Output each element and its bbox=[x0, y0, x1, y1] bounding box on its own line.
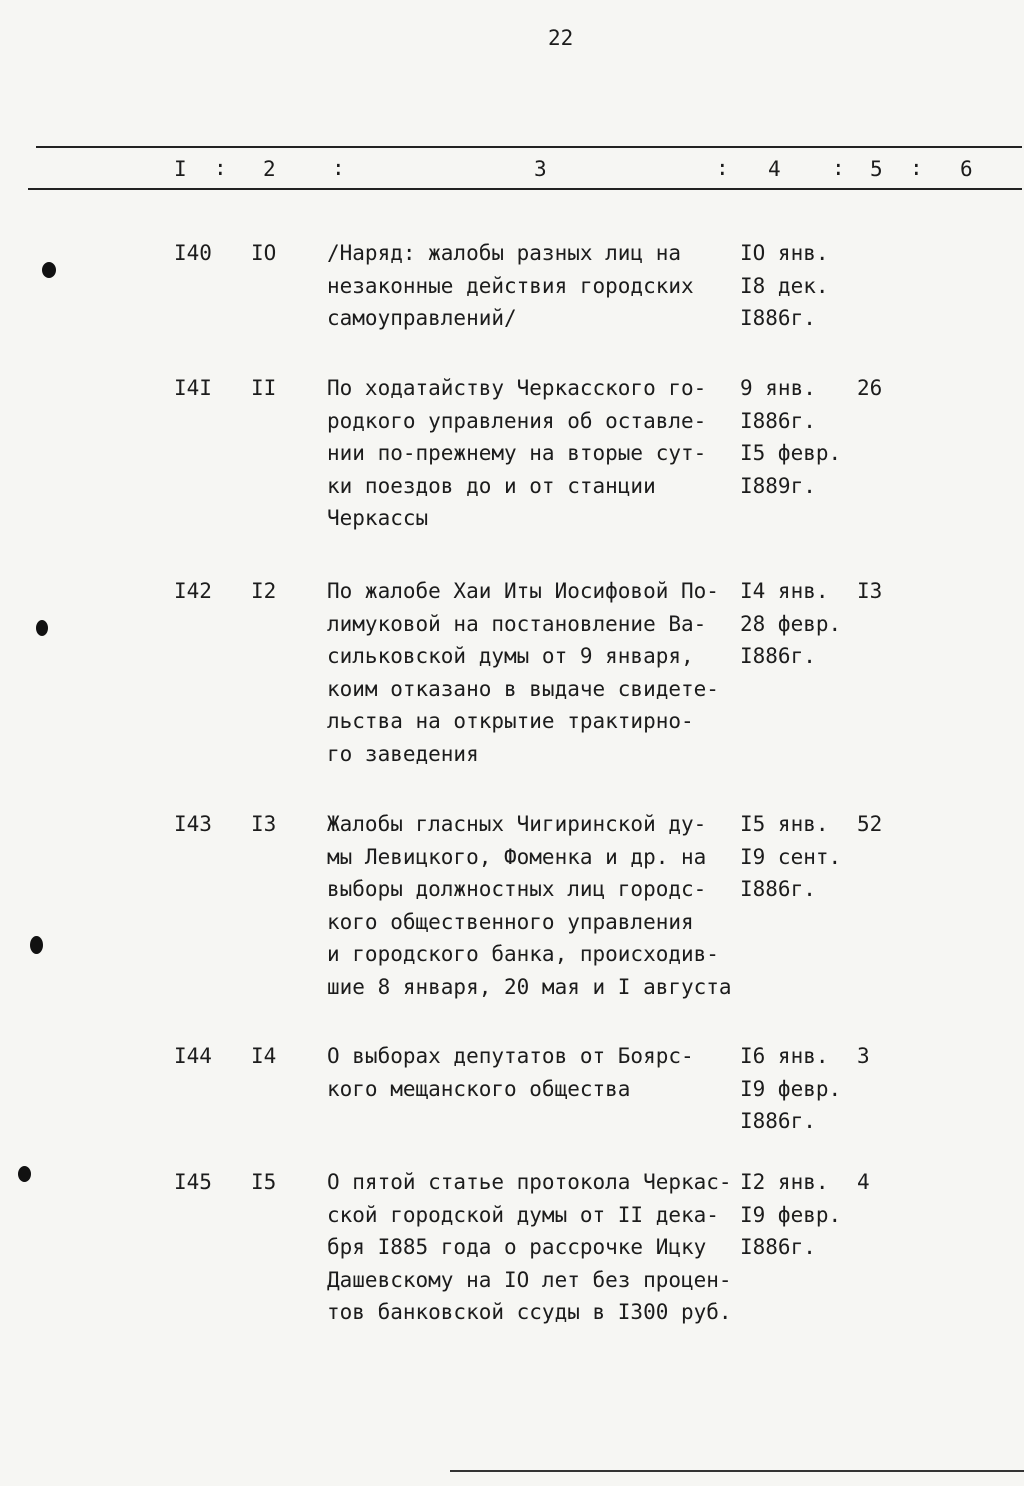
description: О пятой статье протокола Черкас- ской городской думы от II дека- бря I885 года о рассрочке Ицку Дашевскому на IO лет без процен- тов банковской ссуды в I300 руб. bbox=[327, 1170, 732, 1324]
page-number: 22 bbox=[548, 26, 574, 50]
description: /Наряд: жалобы разных лиц на незаконные действия городских самоуправлений/ bbox=[327, 241, 694, 330]
table-header-rule bbox=[28, 188, 1022, 190]
item-number: IO bbox=[251, 241, 277, 265]
item-number: I3 bbox=[251, 812, 277, 836]
header-col-4: 4 bbox=[768, 157, 781, 181]
date-range: 9 янв. I886г. I5 февр. I889г. bbox=[740, 376, 842, 498]
date-range: I5 янв. I9 сент. I886г. bbox=[740, 812, 842, 901]
header-separator: : bbox=[716, 156, 729, 180]
item-number: I4 bbox=[251, 1044, 277, 1068]
header-col-6: 6 bbox=[960, 157, 973, 181]
bottom-rule bbox=[450, 1470, 1024, 1472]
header-separator: : bbox=[332, 156, 345, 180]
binding-hole-mark bbox=[30, 936, 43, 954]
header-separator: : bbox=[910, 156, 923, 180]
header-separator: : bbox=[214, 156, 227, 180]
record-number: I40 bbox=[174, 241, 212, 265]
record-number: I42 bbox=[174, 579, 212, 603]
binding-hole-mark bbox=[42, 262, 56, 278]
date-range: I2 янв. I9 февр. I886г. bbox=[740, 1170, 842, 1259]
item-number: II bbox=[251, 376, 277, 400]
description: По ходатайству Черкасского го- родкого управления об оставле- нии по-прежнему на вторые сут- ки поездов до и от станции Черкассы bbox=[327, 376, 707, 530]
date-range: IO янв. I8 дек. I886г. bbox=[740, 241, 829, 330]
header-separator: : bbox=[832, 156, 845, 180]
sheet-count: 52 bbox=[857, 812, 883, 836]
binding-hole-mark bbox=[36, 620, 48, 636]
description: О выборах депутатов от Боярс- кого мещанского общества bbox=[327, 1044, 694, 1101]
sheet-count: 3 bbox=[857, 1044, 870, 1068]
item-number: I5 bbox=[251, 1170, 277, 1194]
date-range: I6 янв. I9 февр. I886г. bbox=[740, 1044, 842, 1133]
record-number: I44 bbox=[174, 1044, 212, 1068]
record-number: I45 bbox=[174, 1170, 212, 1194]
binding-hole-mark bbox=[18, 1166, 31, 1182]
sheet-count: 4 bbox=[857, 1170, 870, 1194]
header-col-3: 3 bbox=[534, 157, 547, 181]
description: Жалобы гласных Чигиринской ду- мы Левицкого, Фоменка и др. на выборы должностных лиц городс- кого общественного управления и городского банка, происходив- шие 8 января, 20 мая и I августа bbox=[327, 812, 732, 999]
header-col-1: I bbox=[174, 157, 187, 181]
record-number: I43 bbox=[174, 812, 212, 836]
header-col-5: 5 bbox=[870, 157, 883, 181]
sheet-count: I3 bbox=[857, 579, 883, 603]
sheet-count: 26 bbox=[857, 376, 883, 400]
header-col-2: 2 bbox=[263, 157, 276, 181]
date-range: I4 янв. 28 февр. I886г. bbox=[740, 579, 842, 668]
record-number: I4I bbox=[174, 376, 212, 400]
description: По жалобе Хаи Иты Иосифовой По- лимуковой на постановление Ва- сильковской думы от 9 января, коим отказано в выдаче свидете- льства на открытие трактирно- го заведения bbox=[327, 579, 719, 766]
table-top-rule bbox=[36, 146, 1022, 148]
item-number: I2 bbox=[251, 579, 277, 603]
